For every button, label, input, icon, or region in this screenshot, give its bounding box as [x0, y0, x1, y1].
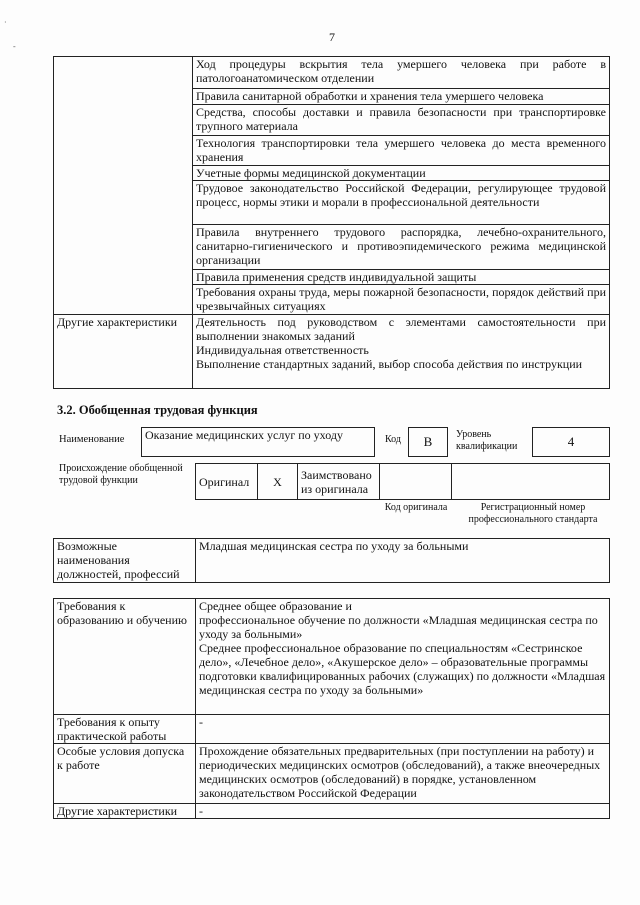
admission-label: Особые условия допуска к работе	[54, 744, 196, 804]
knowledge-row: Учетные формы медицинской документации	[193, 166, 610, 181]
knowledge-row: Требования охраны труда, меры пожарной безопасности, порядок действий при чрезвычайных ситуациях	[193, 285, 610, 315]
knowledge-table	[53, 56, 610, 389]
scan-mark: -	[13, 42, 16, 51]
borrowed-label: Заимствовано из оригинала	[298, 464, 380, 500]
reg-number-cell	[452, 464, 610, 500]
level-label: Уровень квалификации	[456, 429, 518, 452]
knowledge-row: Технология транспортировки тела умершего человека до места временного хранения	[193, 136, 610, 166]
requirements-table	[53, 598, 610, 819]
page-number: 7	[329, 30, 335, 44]
reg-number-label: Регистрационный номер профессионального стандарта	[468, 502, 598, 525]
section-title: 3.2. Обобщенная трудовая функция	[57, 403, 258, 417]
experience-value: -	[196, 715, 610, 744]
empty-label-cell	[54, 57, 193, 315]
name-value: Оказание медицинских услуг по уходу	[141, 427, 375, 457]
other-item: Индивидуальная ответственность	[196, 343, 369, 357]
code-value: B	[408, 427, 448, 457]
positions-value: Младшая медицинская сестра по уходу за больными	[196, 539, 610, 583]
positions-label: Возможные наименования должностей, профессий	[54, 539, 196, 583]
name-label: Наименование	[59, 434, 125, 445]
original-mark: X	[258, 464, 298, 500]
knowledge-row: Правила внутреннего трудового распорядка, лечебно-охранительного, санитарно-гигиенического и противоэпидемического режима медицинской организации	[193, 225, 610, 270]
other-label: Другие характеристики	[54, 804, 196, 819]
knowledge-row: Ход процедуры вскрытия тела умершего человека при работе в патологоанатомическом отделении	[193, 57, 610, 89]
code-original-label: Код оригинала	[384, 502, 448, 513]
experience-label: Требования к опыту практической работы	[54, 715, 196, 744]
admission-value: Прохождение обязательных предварительных (при поступлении на работу) и периодических медицинских осмотров (обследований), а также внеочередных медицинских осмотров (обследований) в порядке, установленном законодательством Российской Федерации	[196, 744, 610, 804]
positions-table	[53, 538, 610, 583]
other-characteristics-label: Другие характеристики	[54, 315, 193, 389]
origin-label: Происхождение обобщенной трудовой функции	[59, 463, 183, 486]
scan-mark: ·	[4, 18, 7, 27]
knowledge-row: Правила применения средств индивидуальной защиты	[193, 270, 610, 285]
original-label: Оригинал	[196, 464, 258, 500]
level-value: 4	[532, 427, 610, 457]
code-label: Код	[385, 434, 401, 445]
knowledge-row: Правила санитарной обработки и хранения тела умершего человека	[193, 89, 610, 105]
knowledge-row: Трудовое законодательство Российской Федерации, регулирующее трудовой процесс, нормы этики и морали в профессиональной деятельности	[193, 181, 610, 225]
other-item: Выполнение стандартных заданий, выбор способа действия по инструкции	[196, 357, 583, 371]
knowledge-row: Средства, способы доставки и правила безопасности при транспортировке трупного материала	[193, 105, 610, 136]
other-item: Деятельность под руководством с элементами самостоятельности при выполнении знакомых заданий	[196, 315, 606, 343]
education-line: Среднее общее образование и	[199, 599, 352, 613]
education-label: Требования к образованию и обучению	[54, 599, 196, 715]
education-line: Среднее профессиональное образование по специальностям «Сестринское дело», «Лечебное дело», «Акушерское дело» – образовательные программы подготовки квалифицированных рабочих (служащих) по должности «Младшая медицинская сестра по уходу за больными»	[199, 641, 606, 697]
education-line: профессиональное обучение по должности «Младшая медицинская сестра по уходу за больными»	[199, 613, 598, 641]
code-original-cell	[380, 464, 452, 500]
origin-table	[195, 463, 610, 500]
other-value: -	[196, 804, 610, 819]
